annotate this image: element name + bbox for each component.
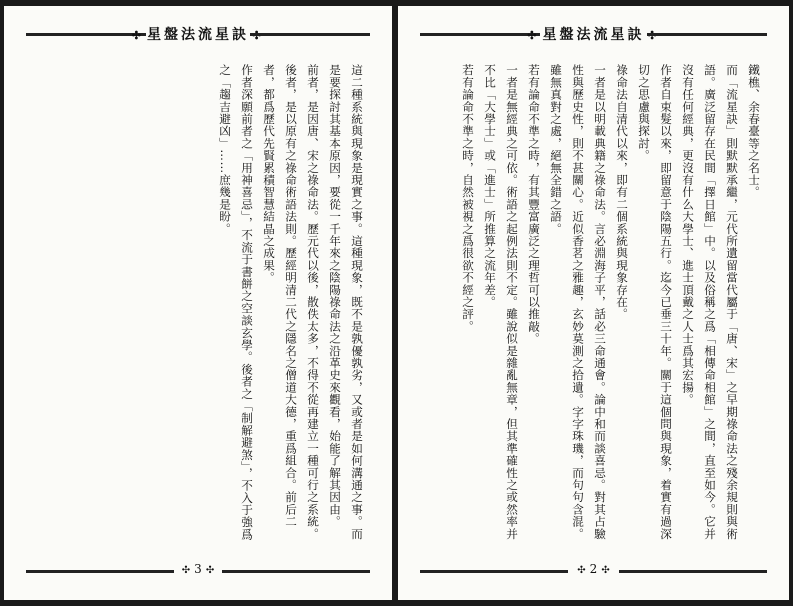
right-page — [398, 6, 789, 600]
left-page — [4, 6, 392, 600]
page-number — [573, 562, 613, 576]
book-title: 星盤法流星訣 — [147, 27, 249, 43]
page-footer — [420, 562, 767, 580]
ornament-icon: ✣ — [252, 29, 265, 42]
page-header — [420, 24, 767, 44]
header-title — [524, 24, 662, 44]
paragraph: 祿命法自清代以來，即有二個系統與現象存在。 — [615, 64, 629, 321]
paragraph: 鐵樵、余春臺等之名士。 — [747, 64, 761, 199]
ornament-icon: ✣ — [131, 29, 144, 42]
footer-rule — [420, 570, 568, 573]
paragraph: 而「流星訣」則默默承繼，元代所遺留當代屬于「唐、宋」之早期祿命法之殘余規則與術語。廣泛留存在民間「擇日館」中。以及俗稱之爲「相傳命相館」之間，直至如今。它并沒有任何經典，更沒有什么大學士、進士頂戴之人士爲其宏揚。 — [681, 64, 739, 540]
paragraph: 一者是以明載典籍之祿命法。言必淵海子平，話必三命通會。論中和而談喜忌。對其占驗性與歷史性，則不甚關心。近似香茗之雅趣，玄妙莫測之拾遺。字字珠璣，而句句含混。雖無真對之處，絕無全錯之語。 — [549, 64, 607, 540]
ornament-icon: ✣ — [601, 565, 610, 576]
page-header — [26, 24, 370, 44]
ornament-icon: ✣ — [577, 565, 586, 576]
ornament-icon: ✣ — [527, 29, 540, 42]
ornament-icon: ✣ — [647, 29, 660, 42]
page-number — [178, 562, 218, 576]
paragraph: 作者自束髮以來，即留意于陰陽五行。迄今已垂三十年。關于這個問與現象，着實有過深切之思慮與探討。 — [637, 64, 673, 540]
header-title — [129, 24, 267, 44]
book-title: 星盤法流星訣 — [542, 27, 645, 43]
ornament-icon: ✣ — [181, 565, 191, 576]
paragraph: 若有論命不準之時，有其豐富廣泛之理哲可以推敲。 — [527, 64, 541, 345]
header-rule — [647, 33, 767, 36]
paragraph: 前者，是因唐、宋之祿命法。歷元代以後，散佚太多，不得不從再建立一種可行之系統。後者，是以原有之祿命術語法則。歷經明清二代之隱名之僧道大德，重爲組合。前后二者，都爲歷代先賢累積智慧結晶之成果。 — [262, 64, 320, 540]
page-text — [422, 64, 765, 544]
footer-rule — [222, 570, 370, 573]
header-rule — [420, 33, 540, 36]
page-number-value: 2 — [589, 562, 598, 576]
paragraph: 這二種系統與現象是現實之事。這種現象，既不是孰優孰劣，又或者是如何溝通之事。而是要探討其基本原因，要從一千年來之陰陽祿命法之沿革史來觀看，始能了解其因由。 — [328, 64, 364, 540]
header-rule — [250, 33, 370, 36]
page-text — [28, 64, 368, 544]
page-number-value: 3 — [194, 562, 202, 576]
paragraph: 作者深願前者之「用神喜忌」，不流于書餅之空談玄學。後者之「制解避煞」，不入于強爲之「趨吉避凶」……庶幾是盼。 — [218, 64, 254, 541]
footer-rule — [619, 570, 767, 573]
paragraph: 若有論命不準之時，自然被視之爲很欲不經之評。 — [461, 64, 475, 333]
page-footer — [26, 562, 370, 580]
paragraph: 一者是無經典之可依。術語之起例法則不定。雖說似是雜亂無章，但其準確性之或然率并不比「大學士」或「進士」所推算之流年差。 — [483, 64, 519, 540]
footer-rule — [26, 570, 174, 573]
ornament-icon: ✣ — [205, 565, 215, 576]
